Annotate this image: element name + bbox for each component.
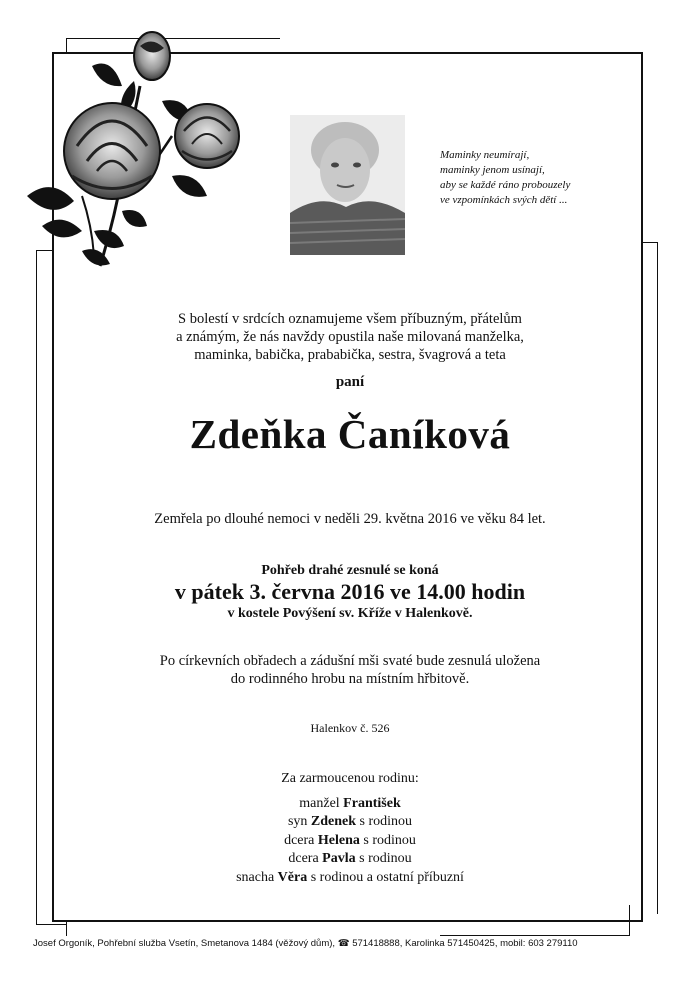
frame-outer-right-stub <box>642 242 657 243</box>
family-member: syn Zdenek s rodinou <box>287 814 413 829</box>
family-intro: Za zarmoucenou rodinu: <box>281 771 419 786</box>
burial-line: do rodinného hrobu na místním hřbitově. <box>230 671 470 687</box>
poem-line: aby se každé ráno probouzely <box>440 179 571 191</box>
rose-ornament-icon <box>22 26 252 271</box>
title: paní <box>335 374 365 390</box>
funeral-date: v pátek 3. června 2016 ve 14.00 hodin <box>174 579 526 604</box>
burial-info <box>0 652 700 688</box>
family-member: dcera Pavla s rodinou <box>288 851 412 866</box>
family-member: dcera Helena s rodinou <box>284 832 416 848</box>
footer-text: 571418888, Karolinka 571450425, mobil: 603 279110 <box>352 938 578 949</box>
announcement-line: a známým, že nás navždy opustila naše milovaná manželka, <box>176 329 524 345</box>
frame-inner-bottom <box>52 920 643 922</box>
funeral-title: Pohřeb drahé zesnulé se koná <box>261 563 439 578</box>
family-member: snacha Věra s rodinou a ostatní příbuzní <box>236 869 464 885</box>
frame-outer-bottom-right-tick <box>629 905 630 936</box>
poem-line: maminky jenom usínají, <box>440 164 545 176</box>
frame-outer-bottom <box>36 924 66 925</box>
frame-outer-bottom-tick <box>66 922 67 936</box>
footer <box>33 938 578 949</box>
announcement <box>0 310 700 364</box>
death-info: Zemřela po dlouhé nemoci v neděli 29. května 2016 ve věku 84 let. <box>154 511 546 527</box>
family-signature <box>0 770 700 887</box>
funeral-place: v kostele Povýšení sv. Kříže v Halenkově. <box>227 606 473 621</box>
burial-line: Po církevních obřadech a zádušní mši svaté bude zesnulá uložena <box>159 653 541 669</box>
telephone-icon: ☎ <box>337 938 350 949</box>
poem-line: ve vzpomínkách svých dětí ... <box>440 194 568 206</box>
portrait-photo-icon <box>290 115 405 255</box>
address: Halenkov č. 526 <box>310 721 390 735</box>
announcement-line: maminka, babička, prababička, sestra, švagrová a teta <box>194 347 506 363</box>
deceased-name: Zdeňka Čaníková <box>189 411 511 457</box>
announcement-line: S bolestí v srdcích oznamujeme všem příbuzným, přátelům <box>178 311 522 327</box>
poem <box>440 148 570 208</box>
frame-outer-bottom-right <box>440 935 630 936</box>
poem-line: Maminky neumírají, <box>440 149 530 161</box>
footer-text: Josef Orgoník, Pohřební služba Vsetín, Smetanova 1484 (věžový dům), <box>33 938 336 949</box>
family-member: manžel František <box>299 795 401 811</box>
